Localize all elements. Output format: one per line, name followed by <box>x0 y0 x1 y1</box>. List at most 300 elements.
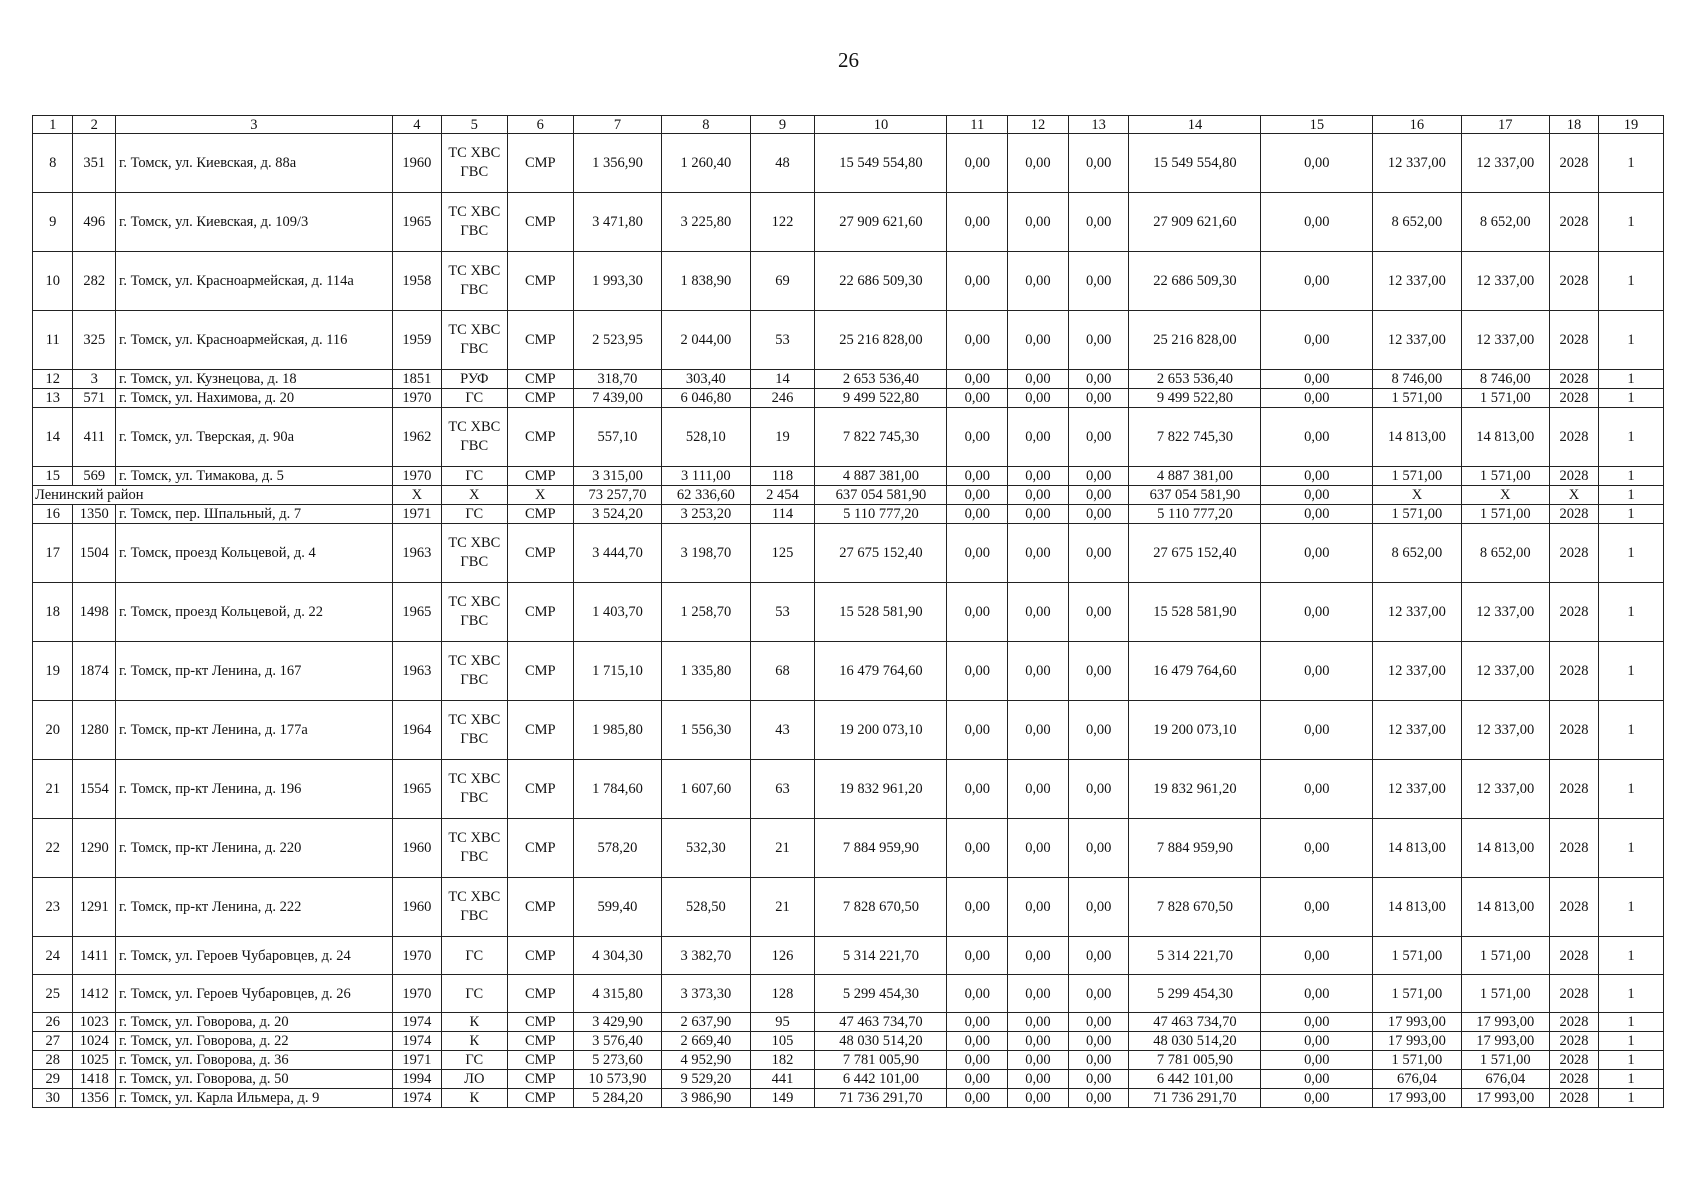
table-cell: 1963 <box>392 642 441 701</box>
table-cell: 0,00 <box>1261 1089 1373 1108</box>
table-cell: 0,00 <box>1008 1051 1069 1070</box>
table-cell: 2028 <box>1549 193 1598 252</box>
table-cell: 1 258,70 <box>662 583 750 642</box>
table-cell: 0,00 <box>1068 389 1129 408</box>
table-cell: 12 337,00 <box>1373 583 1461 642</box>
table-row <box>33 583 1664 642</box>
table-cell: 1 607,60 <box>662 760 750 819</box>
table-cell: 0,00 <box>1068 486 1129 505</box>
table-row <box>33 467 1664 486</box>
table-cell: 2028 <box>1549 524 1598 583</box>
table-cell: 5 314 221,70 <box>815 937 947 975</box>
district-label: Ленинский район <box>33 486 393 505</box>
table-cell: ТС ХВС ГВС <box>441 311 507 370</box>
table-cell: 1 <box>1598 408 1663 467</box>
table-cell: г. Томск, пр-кт Ленина, д. 177а <box>116 701 393 760</box>
table-cell: СМР <box>507 1089 573 1108</box>
table-cell: 0,00 <box>1261 134 1373 193</box>
table-cell: 1 335,80 <box>662 642 750 701</box>
table-cell: 0,00 <box>1068 408 1129 467</box>
table-cell: 1 <box>1598 642 1663 701</box>
table-cell: 0,00 <box>1068 1051 1129 1070</box>
table-cell: 2 669,40 <box>662 1032 750 1051</box>
table-row <box>33 524 1664 583</box>
table-cell: 1974 <box>392 1032 441 1051</box>
table-cell: СМР <box>507 252 573 311</box>
table-cell: ЛО <box>441 1070 507 1089</box>
table-cell: 528,10 <box>662 408 750 467</box>
table-cell: 3 <box>73 370 116 389</box>
table-cell: 1 571,00 <box>1373 937 1461 975</box>
table-cell: 318,70 <box>573 370 661 389</box>
table-cell: 0,00 <box>1008 1032 1069 1051</box>
table-cell: 0,00 <box>1261 819 1373 878</box>
table-cell: 8 652,00 <box>1373 524 1461 583</box>
table-cell: 48 030 514,20 <box>1129 1032 1261 1051</box>
table-row <box>33 193 1664 252</box>
table-cell: 5 273,60 <box>573 1051 661 1070</box>
table-row <box>33 878 1664 937</box>
table-cell: 441 <box>750 1070 815 1089</box>
table-cell: 19 832 961,20 <box>1129 760 1261 819</box>
table-cell: 14 813,00 <box>1461 878 1549 937</box>
table-cell: Х <box>1373 486 1461 505</box>
table-cell: 2028 <box>1549 1032 1598 1051</box>
table-cell: 4 315,80 <box>573 975 661 1013</box>
table-cell: ТС ХВС ГВС <box>441 701 507 760</box>
table-cell: 0,00 <box>947 486 1008 505</box>
table-cell: 0,00 <box>947 1013 1008 1032</box>
table-cell: 0,00 <box>1008 583 1069 642</box>
table-cell: 1 571,00 <box>1373 1051 1461 1070</box>
table-cell: 1 <box>1598 370 1663 389</box>
table-cell: 8 652,00 <box>1461 524 1549 583</box>
table-cell: Х <box>507 486 573 505</box>
table-cell: 19 <box>750 408 815 467</box>
table-cell: 7 828 670,50 <box>1129 878 1261 937</box>
table-cell: 43 <box>750 701 815 760</box>
table-cell: 21 <box>750 878 815 937</box>
table-cell: 3 225,80 <box>662 193 750 252</box>
table-row <box>33 389 1664 408</box>
table-cell: 12 337,00 <box>1461 252 1549 311</box>
table-cell: СМР <box>507 642 573 701</box>
table-cell: 4 304,30 <box>573 937 661 975</box>
table-cell: 15 549 554,80 <box>1129 134 1261 193</box>
table-cell: 23 <box>33 878 73 937</box>
table-cell: 0,00 <box>1261 524 1373 583</box>
table-cell: 63 <box>750 760 815 819</box>
table-cell: 1 571,00 <box>1461 975 1549 1013</box>
table-cell: 3 382,70 <box>662 937 750 975</box>
table-cell: 532,30 <box>662 819 750 878</box>
table-cell: 1 <box>1598 1013 1663 1032</box>
table-cell: 637 054 581,90 <box>815 486 947 505</box>
table-cell: 1 <box>1598 311 1663 370</box>
table-cell: 0,00 <box>1008 878 1069 937</box>
table-cell: ТС ХВС ГВС <box>441 819 507 878</box>
table-cell: 0,00 <box>1008 505 1069 524</box>
table-cell: 2028 <box>1549 937 1598 975</box>
table-cell: 0,00 <box>1068 937 1129 975</box>
table-cell: 1350 <box>73 505 116 524</box>
table-cell: 122 <box>750 193 815 252</box>
table-cell: 0,00 <box>1008 1089 1069 1108</box>
table-cell: 0,00 <box>1068 1089 1129 1108</box>
column-header: 7 <box>573 116 661 134</box>
table-cell: 7 781 005,90 <box>1129 1051 1261 1070</box>
table-cell: 0,00 <box>1261 389 1373 408</box>
table-cell: 1851 <box>392 370 441 389</box>
table-cell: 0,00 <box>947 134 1008 193</box>
table-cell: г. Томск, пр-кт Ленина, д. 167 <box>116 642 393 701</box>
table-cell: Х <box>1461 486 1549 505</box>
table-cell: 0,00 <box>1068 505 1129 524</box>
table-cell: 12 337,00 <box>1461 134 1549 193</box>
table-cell: 411 <box>73 408 116 467</box>
table-cell: 4 952,90 <box>662 1051 750 1070</box>
table-cell: 71 736 291,70 <box>815 1089 947 1108</box>
table-row <box>33 505 1664 524</box>
table-cell: 1 <box>1598 389 1663 408</box>
table-cell: 19 200 073,10 <box>815 701 947 760</box>
column-header: 18 <box>1549 116 1598 134</box>
table-cell: 1 <box>1598 760 1663 819</box>
table-cell: г. Томск, пер. Шпальный, д. 7 <box>116 505 393 524</box>
table-cell: 1 784,60 <box>573 760 661 819</box>
table-cell: 0,00 <box>947 389 1008 408</box>
table-cell: 22 686 509,30 <box>1129 252 1261 311</box>
table-cell: 599,40 <box>573 878 661 937</box>
table-cell: 1280 <box>73 701 116 760</box>
table-cell: 1970 <box>392 389 441 408</box>
table-cell: 1 571,00 <box>1461 1051 1549 1070</box>
table-cell: 29 <box>33 1070 73 1089</box>
table-cell: 21 <box>750 819 815 878</box>
table-cell: 0,00 <box>947 937 1008 975</box>
table-cell: 3 315,00 <box>573 467 661 486</box>
column-header: 15 <box>1261 116 1373 134</box>
table-cell: 1965 <box>392 583 441 642</box>
table-cell: 4 887 381,00 <box>1129 467 1261 486</box>
table-cell: 5 110 777,20 <box>1129 505 1261 524</box>
table-cell: 3 524,20 <box>573 505 661 524</box>
table-cell: 1 <box>1598 505 1663 524</box>
table-cell: 0,00 <box>1008 486 1069 505</box>
table-cell: 303,40 <box>662 370 750 389</box>
table-cell: 5 314 221,70 <box>1129 937 1261 975</box>
table-cell: 0,00 <box>1261 760 1373 819</box>
table-cell: 1024 <box>73 1032 116 1051</box>
table-cell: 0,00 <box>947 524 1008 583</box>
table-header <box>33 116 1664 134</box>
table-cell: 2028 <box>1549 701 1598 760</box>
table-cell: 1959 <box>392 311 441 370</box>
table-cell: 1 <box>1598 134 1663 193</box>
table-cell: СМР <box>507 467 573 486</box>
table-cell: г. Томск, ул. Говорова, д. 50 <box>116 1070 393 1089</box>
table-cell: 12 337,00 <box>1461 701 1549 760</box>
table-cell: 1 <box>1598 1032 1663 1051</box>
table-cell: 1291 <box>73 878 116 937</box>
table-cell: 557,10 <box>573 408 661 467</box>
table-cell: 1 571,00 <box>1461 505 1549 524</box>
table-cell: 48 030 514,20 <box>815 1032 947 1051</box>
table-cell: 0,00 <box>947 311 1008 370</box>
table-cell: ТС ХВС ГВС <box>441 252 507 311</box>
table-cell: 1965 <box>392 760 441 819</box>
table-cell: 0,00 <box>947 1070 1008 1089</box>
table-cell: 27 909 621,60 <box>1129 193 1261 252</box>
table-cell: 12 337,00 <box>1373 701 1461 760</box>
table-cell: 1412 <box>73 975 116 1013</box>
table-cell: 53 <box>750 311 815 370</box>
table-cell: 4 887 381,00 <box>815 467 947 486</box>
table-cell: 9 499 522,80 <box>815 389 947 408</box>
table-cell: 22 <box>33 819 73 878</box>
table-cell: 0,00 <box>947 370 1008 389</box>
table-cell: 1960 <box>392 134 441 193</box>
table-cell: 1965 <box>392 193 441 252</box>
table-cell: СМР <box>507 505 573 524</box>
table-cell: 125 <box>750 524 815 583</box>
table-cell: 1 <box>1598 193 1663 252</box>
column-header: 9 <box>750 116 815 134</box>
table-cell: 0,00 <box>1008 252 1069 311</box>
table-cell: СМР <box>507 370 573 389</box>
table-cell: 3 576,40 <box>573 1032 661 1051</box>
table-cell: г. Томск, ул. Красноармейская, д. 114а <box>116 252 393 311</box>
table-cell: ТС ХВС ГВС <box>441 642 507 701</box>
table-cell: 0,00 <box>1008 193 1069 252</box>
table-cell: г. Томск, проезд Кольцевой, д. 22 <box>116 583 393 642</box>
table-cell: 149 <box>750 1089 815 1108</box>
table-cell: 0,00 <box>1068 819 1129 878</box>
table-cell: 1023 <box>73 1013 116 1032</box>
table-cell: 0,00 <box>947 642 1008 701</box>
table-cell: 246 <box>750 389 815 408</box>
table-cell: 2028 <box>1549 389 1598 408</box>
table-cell: 47 463 734,70 <box>1129 1013 1261 1032</box>
table-cell: 0,00 <box>1008 642 1069 701</box>
table-cell: 1 571,00 <box>1461 467 1549 486</box>
table-cell: 2028 <box>1549 975 1598 1013</box>
table-cell: 28 <box>33 1051 73 1070</box>
column-header: 8 <box>662 116 750 134</box>
table-cell: 1994 <box>392 1070 441 1089</box>
table-cell: 1 985,80 <box>573 701 661 760</box>
table-cell: 182 <box>750 1051 815 1070</box>
table-cell: ГС <box>441 1051 507 1070</box>
table-cell: 2028 <box>1549 370 1598 389</box>
table-cell: 0,00 <box>947 505 1008 524</box>
table-cell: 0,00 <box>1261 1013 1373 1032</box>
table-row <box>33 252 1664 311</box>
table-cell: 7 781 005,90 <box>815 1051 947 1070</box>
table-row <box>33 370 1664 389</box>
table-cell: 69 <box>750 252 815 311</box>
table-cell: 8 746,00 <box>1373 370 1461 389</box>
table-cell: 11 <box>33 311 73 370</box>
table-cell: 7 822 745,30 <box>1129 408 1261 467</box>
table-cell: 2028 <box>1549 408 1598 467</box>
table-row <box>33 1051 1664 1070</box>
table-cell: 1970 <box>392 975 441 1013</box>
table-cell: ТС ХВС ГВС <box>441 408 507 467</box>
table-cell: СМР <box>507 389 573 408</box>
table-cell: ГС <box>441 975 507 1013</box>
table-cell: ТС ХВС ГВС <box>441 760 507 819</box>
table-cell: 8 746,00 <box>1461 370 1549 389</box>
table-cell: 0,00 <box>1261 486 1373 505</box>
table-cell: 1974 <box>392 1013 441 1032</box>
table-cell: 14 <box>750 370 815 389</box>
table-cell: СМР <box>507 583 573 642</box>
table-cell: 24 <box>33 937 73 975</box>
table-cell: 1 571,00 <box>1373 975 1461 1013</box>
table-cell: 2 044,00 <box>662 311 750 370</box>
table-cell: 2028 <box>1549 1070 1598 1089</box>
table-cell: 0,00 <box>1068 878 1129 937</box>
table-cell: 3 111,00 <box>662 467 750 486</box>
table-row <box>33 760 1664 819</box>
table-cell: 6 442 101,00 <box>815 1070 947 1089</box>
table-cell: СМР <box>507 937 573 975</box>
table-cell: 0,00 <box>1068 134 1129 193</box>
table-cell: 0,00 <box>1261 701 1373 760</box>
table-cell: 0,00 <box>1008 1013 1069 1032</box>
table-cell: 17 993,00 <box>1461 1013 1549 1032</box>
table-cell: 0,00 <box>947 1089 1008 1108</box>
table-cell: 0,00 <box>1261 642 1373 701</box>
table-cell: 1418 <box>73 1070 116 1089</box>
table-cell: СМР <box>507 975 573 1013</box>
table-cell: 1 993,30 <box>573 252 661 311</box>
table-cell: г. Томск, ул. Тверская, д. 90а <box>116 408 393 467</box>
table-cell: 1971 <box>392 505 441 524</box>
table-cell: 6 442 101,00 <box>1129 1070 1261 1089</box>
table-cell: 73 257,70 <box>573 486 661 505</box>
table-cell: 676,04 <box>1461 1070 1549 1089</box>
table-row <box>33 701 1664 760</box>
table-cell: 68 <box>750 642 815 701</box>
table-cell: 2 523,95 <box>573 311 661 370</box>
column-header: 4 <box>392 116 441 134</box>
table-cell: г. Томск, ул. Героев Чубаровцев, д. 26 <box>116 975 393 1013</box>
table-cell: 9 <box>33 193 73 252</box>
column-header: 13 <box>1068 116 1129 134</box>
table-cell: 7 439,00 <box>573 389 661 408</box>
table-cell: 8 652,00 <box>1373 193 1461 252</box>
column-header: 10 <box>815 116 947 134</box>
table-cell: 3 444,70 <box>573 524 661 583</box>
table-cell: 1 <box>1598 467 1663 486</box>
table-cell: 48 <box>750 134 815 193</box>
table-cell: 118 <box>750 467 815 486</box>
table-row <box>33 937 1664 975</box>
column-header: 14 <box>1129 116 1261 134</box>
table-cell: 15 549 554,80 <box>815 134 947 193</box>
table-cell: 1 <box>1598 583 1663 642</box>
table-cell: 2 653 536,40 <box>815 370 947 389</box>
table-cell: ГС <box>441 467 507 486</box>
table-cell: г. Томск, ул. Говорова, д. 36 <box>116 1051 393 1070</box>
table-cell: г. Томск, ул. Нахимова, д. 20 <box>116 389 393 408</box>
table-cell: 27 675 152,40 <box>815 524 947 583</box>
table-cell: К <box>441 1013 507 1032</box>
table-cell: 0,00 <box>1068 370 1129 389</box>
table-cell: ТС ХВС ГВС <box>441 134 507 193</box>
table-cell: 12 337,00 <box>1373 760 1461 819</box>
table-cell: 0,00 <box>1008 467 1069 486</box>
table-cell: 17 993,00 <box>1373 1089 1461 1108</box>
table-cell: 0,00 <box>1008 370 1069 389</box>
table-cell: 1 <box>1598 701 1663 760</box>
table-cell: 12 337,00 <box>1461 760 1549 819</box>
table-cell: 0,00 <box>1008 760 1069 819</box>
table-cell: 3 986,90 <box>662 1089 750 1108</box>
table-cell: 1290 <box>73 819 116 878</box>
table-cell: 0,00 <box>1261 1070 1373 1089</box>
table-cell: 0,00 <box>947 975 1008 1013</box>
table-cell: 114 <box>750 505 815 524</box>
table-cell: 0,00 <box>1261 975 1373 1013</box>
table-cell: СМР <box>507 1013 573 1032</box>
table-cell: 1874 <box>73 642 116 701</box>
table-row <box>33 1089 1664 1108</box>
table-cell: г. Томск, ул. Говорова, д. 22 <box>116 1032 393 1051</box>
table-cell: 0,00 <box>1068 467 1129 486</box>
table-cell: 0,00 <box>1008 134 1069 193</box>
table-cell: СМР <box>507 134 573 193</box>
table-cell: 14 <box>33 408 73 467</box>
table-cell: 1 <box>1598 975 1663 1013</box>
table-cell: 1 <box>1598 878 1663 937</box>
table-cell: 14 813,00 <box>1373 819 1461 878</box>
table-cell: г. Томск, ул. Киевская, д. 109/3 <box>116 193 393 252</box>
table-cell: 1025 <box>73 1051 116 1070</box>
table-cell: 1 556,30 <box>662 701 750 760</box>
table-cell: 7 828 670,50 <box>815 878 947 937</box>
table-cell: 1 838,90 <box>662 252 750 311</box>
table-cell: 1356 <box>73 1089 116 1108</box>
table-cell: 578,20 <box>573 819 661 878</box>
table-cell: 0,00 <box>1068 1013 1129 1032</box>
table-cell: 0,00 <box>1261 193 1373 252</box>
table-cell: 17 993,00 <box>1461 1089 1549 1108</box>
table-cell: 0,00 <box>1261 408 1373 467</box>
table-cell: 0,00 <box>1261 505 1373 524</box>
table-cell: 0,00 <box>1261 370 1373 389</box>
table-cell: 1504 <box>73 524 116 583</box>
table-cell: 0,00 <box>1068 1032 1129 1051</box>
table-body <box>33 134 1664 1108</box>
table-cell: СМР <box>507 408 573 467</box>
table-cell: 12 337,00 <box>1373 252 1461 311</box>
table-cell: 1 260,40 <box>662 134 750 193</box>
table-cell: 2028 <box>1549 1051 1598 1070</box>
table-cell: 9 499 522,80 <box>1129 389 1261 408</box>
table-cell: 27 909 621,60 <box>815 193 947 252</box>
table-cell: 0,00 <box>1261 311 1373 370</box>
table-cell: 25 216 828,00 <box>1129 311 1261 370</box>
table-cell: 1 571,00 <box>1461 937 1549 975</box>
table-cell: 9 529,20 <box>662 1070 750 1089</box>
table-cell: СМР <box>507 819 573 878</box>
table-cell: 0,00 <box>1008 975 1069 1013</box>
table-cell: 19 832 961,20 <box>815 760 947 819</box>
table-cell: 12 337,00 <box>1461 583 1549 642</box>
